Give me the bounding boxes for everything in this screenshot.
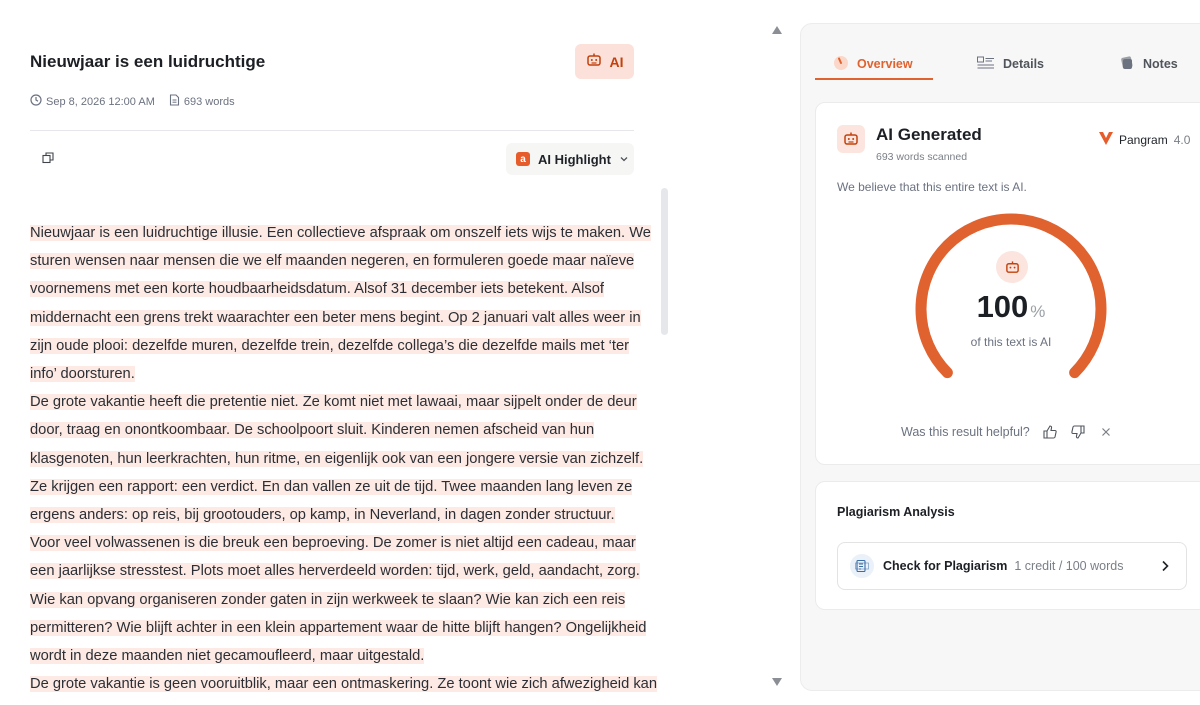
gauge-robot-icon <box>996 251 1028 283</box>
ai-highlighted-text: ergens anders: op reis, bij grootouders, op kamp, in Neverland, in dagen zonder structuur. <box>30 507 615 524</box>
plagiarism-scan-icon <box>850 554 874 578</box>
document-line <box>30 473 640 501</box>
ai-score-label: of this text is AI <box>970 335 1052 349</box>
check-plagiarism-button[interactable] <box>837 542 1187 590</box>
document-date: Sep 8, 2026 12:00 AM <box>46 95 155 108</box>
ai-highlighted-text: zijn oude plooi: dezelfde muren, dezelfde trein, dezelfde collega’s die dezelfde mails met ‘ter <box>30 337 630 354</box>
robot-icon <box>586 52 602 71</box>
close-icon[interactable] <box>1098 424 1114 440</box>
ai-result-card <box>815 102 1200 465</box>
result-title: AI Generated <box>876 125 982 144</box>
tab-details-label: Details <box>1003 57 1044 71</box>
result-statement: We believe that this entire text is AI. <box>837 180 1027 194</box>
ai-score-unit: % <box>1030 302 1046 321</box>
document-body <box>30 219 658 698</box>
plagiarism-title: Plagiarism Analysis <box>837 505 955 519</box>
ai-highlighted-text: door, traag en onontkoombaar. De schoolpoort sluit. Kinderen nemen afscheid van hun <box>30 422 595 439</box>
ai-highlighted-text: een jaarlijkse stresstest. Plots moet alles herverdeeld worden: tijd, werk, geld, aandacht, zorg. <box>30 563 640 580</box>
tab-details[interactable] <box>977 52 1044 76</box>
clock-icon <box>30 94 42 109</box>
document-line <box>30 219 651 247</box>
ai-highlight-label: AI Highlight <box>538 151 611 167</box>
ai-highlighted-text: wordt in deze maanden niet gecamoufleerd, maar uitgestald. <box>30 648 425 665</box>
words-scanned: 693 words scanned <box>876 151 968 163</box>
ai-highlighted-text: De grote vakantie is geen vooruitblik, maar een ontmaskering. Ze toont wie zich afwezigheid kan <box>30 676 658 693</box>
overview-icon <box>833 55 849 74</box>
copy-button[interactable] <box>40 152 56 168</box>
document-title: Nieuwjaar is een luidruchtige <box>30 52 266 71</box>
thumbs-up-icon[interactable] <box>1042 424 1058 440</box>
ai-highlighted-text: klasgenoten, hun leerkrachten, hun ritme, en eigenlijk ook van een jongere versie van zichzelf. <box>30 450 644 467</box>
tab-notes-label: Notes <box>1143 57 1178 71</box>
document-icon <box>169 94 180 109</box>
tab-overview-label: Overview <box>857 57 913 71</box>
feedback-row <box>901 424 1114 440</box>
provider-version: 4.0 <box>1173 133 1191 147</box>
document-line <box>30 529 640 557</box>
ai-score <box>961 289 1061 325</box>
plagiarism-cost: 1 credit / 100 words <box>1014 559 1124 573</box>
chevron-right-icon <box>1158 559 1172 573</box>
ai-highlighted-text: permitteren? Wie blijft achter in een klein appartement waar de hitte blijft hangen? Ongelijkheid <box>30 619 647 636</box>
ai-badge[interactable] <box>575 44 634 79</box>
scroll-down-arrow-icon[interactable] <box>772 678 782 686</box>
document-line <box>30 586 640 614</box>
document-line <box>30 332 640 360</box>
robot-icon <box>837 125 865 153</box>
document-line <box>30 388 640 416</box>
document-line <box>30 416 640 444</box>
document-line <box>30 360 640 388</box>
chevron-down-icon <box>619 152 629 167</box>
plagiarism-card <box>815 481 1200 610</box>
ai-highlighted-text: voornemens met een korte houdbaarheidsdatum. Alsof 31 december iets betekent. Alsof <box>30 281 604 298</box>
tab-notes[interactable] <box>1119 52 1178 76</box>
document-line <box>30 304 640 332</box>
document-line <box>30 445 644 473</box>
document-line <box>30 501 640 529</box>
ai-highlighted-text: Nieuwjaar is een luidruchtige illusie. Een collectieve afspraak om onszelf iets wijs te maken. We <box>30 225 651 241</box>
document-meta <box>30 94 235 109</box>
analysis-panel <box>800 23 1200 691</box>
pangram-logo-icon <box>1099 132 1113 148</box>
check-plagiarism-label: Check for Plagiarism <box>883 559 1008 573</box>
provider-name: Pangram <box>1119 133 1168 147</box>
document-line <box>30 642 640 670</box>
ai-highlighted-text: De grote vakantie heeft die pretentie niet. Ze komt niet met lawaai, maar sijpelt onder de deur <box>30 394 637 411</box>
ai-badge-label: AI <box>609 53 624 70</box>
text-scrollbar[interactable] <box>661 188 668 335</box>
ai-highlighted-text: info’ doorsturen. <box>30 366 135 383</box>
document-line <box>30 275 640 303</box>
document-line <box>30 557 640 585</box>
thumbs-down-icon[interactable] <box>1070 424 1086 440</box>
active-tab-indicator <box>815 78 933 80</box>
ai-highlighted-text: Wie kan opvang organiseren zonder gaten in zijn werkweek te slaan? Wie kan zich een reis <box>30 591 626 608</box>
document-line <box>30 614 647 642</box>
ai-score-value: 100 <box>976 289 1029 324</box>
helpful-prompt: Was this result helpful? <box>901 425 1030 439</box>
provider-info <box>1099 132 1190 148</box>
ai-highlighted-text: Ze krijgen een rapport: een verdict. En dan vallen ze uit de tijd. Twee maanden lang leven ze <box>30 478 633 495</box>
ai-highlight-dropdown[interactable] <box>506 143 634 175</box>
document-line <box>30 247 640 275</box>
header-divider <box>30 130 634 131</box>
tab-overview[interactable] <box>833 52 913 76</box>
notes-icon <box>1119 55 1135 74</box>
list-icon <box>977 56 995 73</box>
ai-highlighted-text: Voor veel volwassenen is die breuk een beproeving. De zomer is niet altijd een cadeau, maar <box>30 535 636 552</box>
highlight-logo-icon: a <box>516 152 530 166</box>
document-word-count: 693 words <box>183 95 235 108</box>
scroll-up-arrow-icon[interactable] <box>772 26 782 34</box>
document-line <box>30 670 658 698</box>
copy-icon <box>42 151 54 169</box>
ai-highlighted-text: sturen wensen naar mensen die we elf maanden negeren, en formuleren goede maar naïeve <box>30 253 635 270</box>
ai-highlighted-text: middernacht een grens trekt waarachter een beter mens begint. Op 2 januari valt alles weer in <box>30 309 641 326</box>
